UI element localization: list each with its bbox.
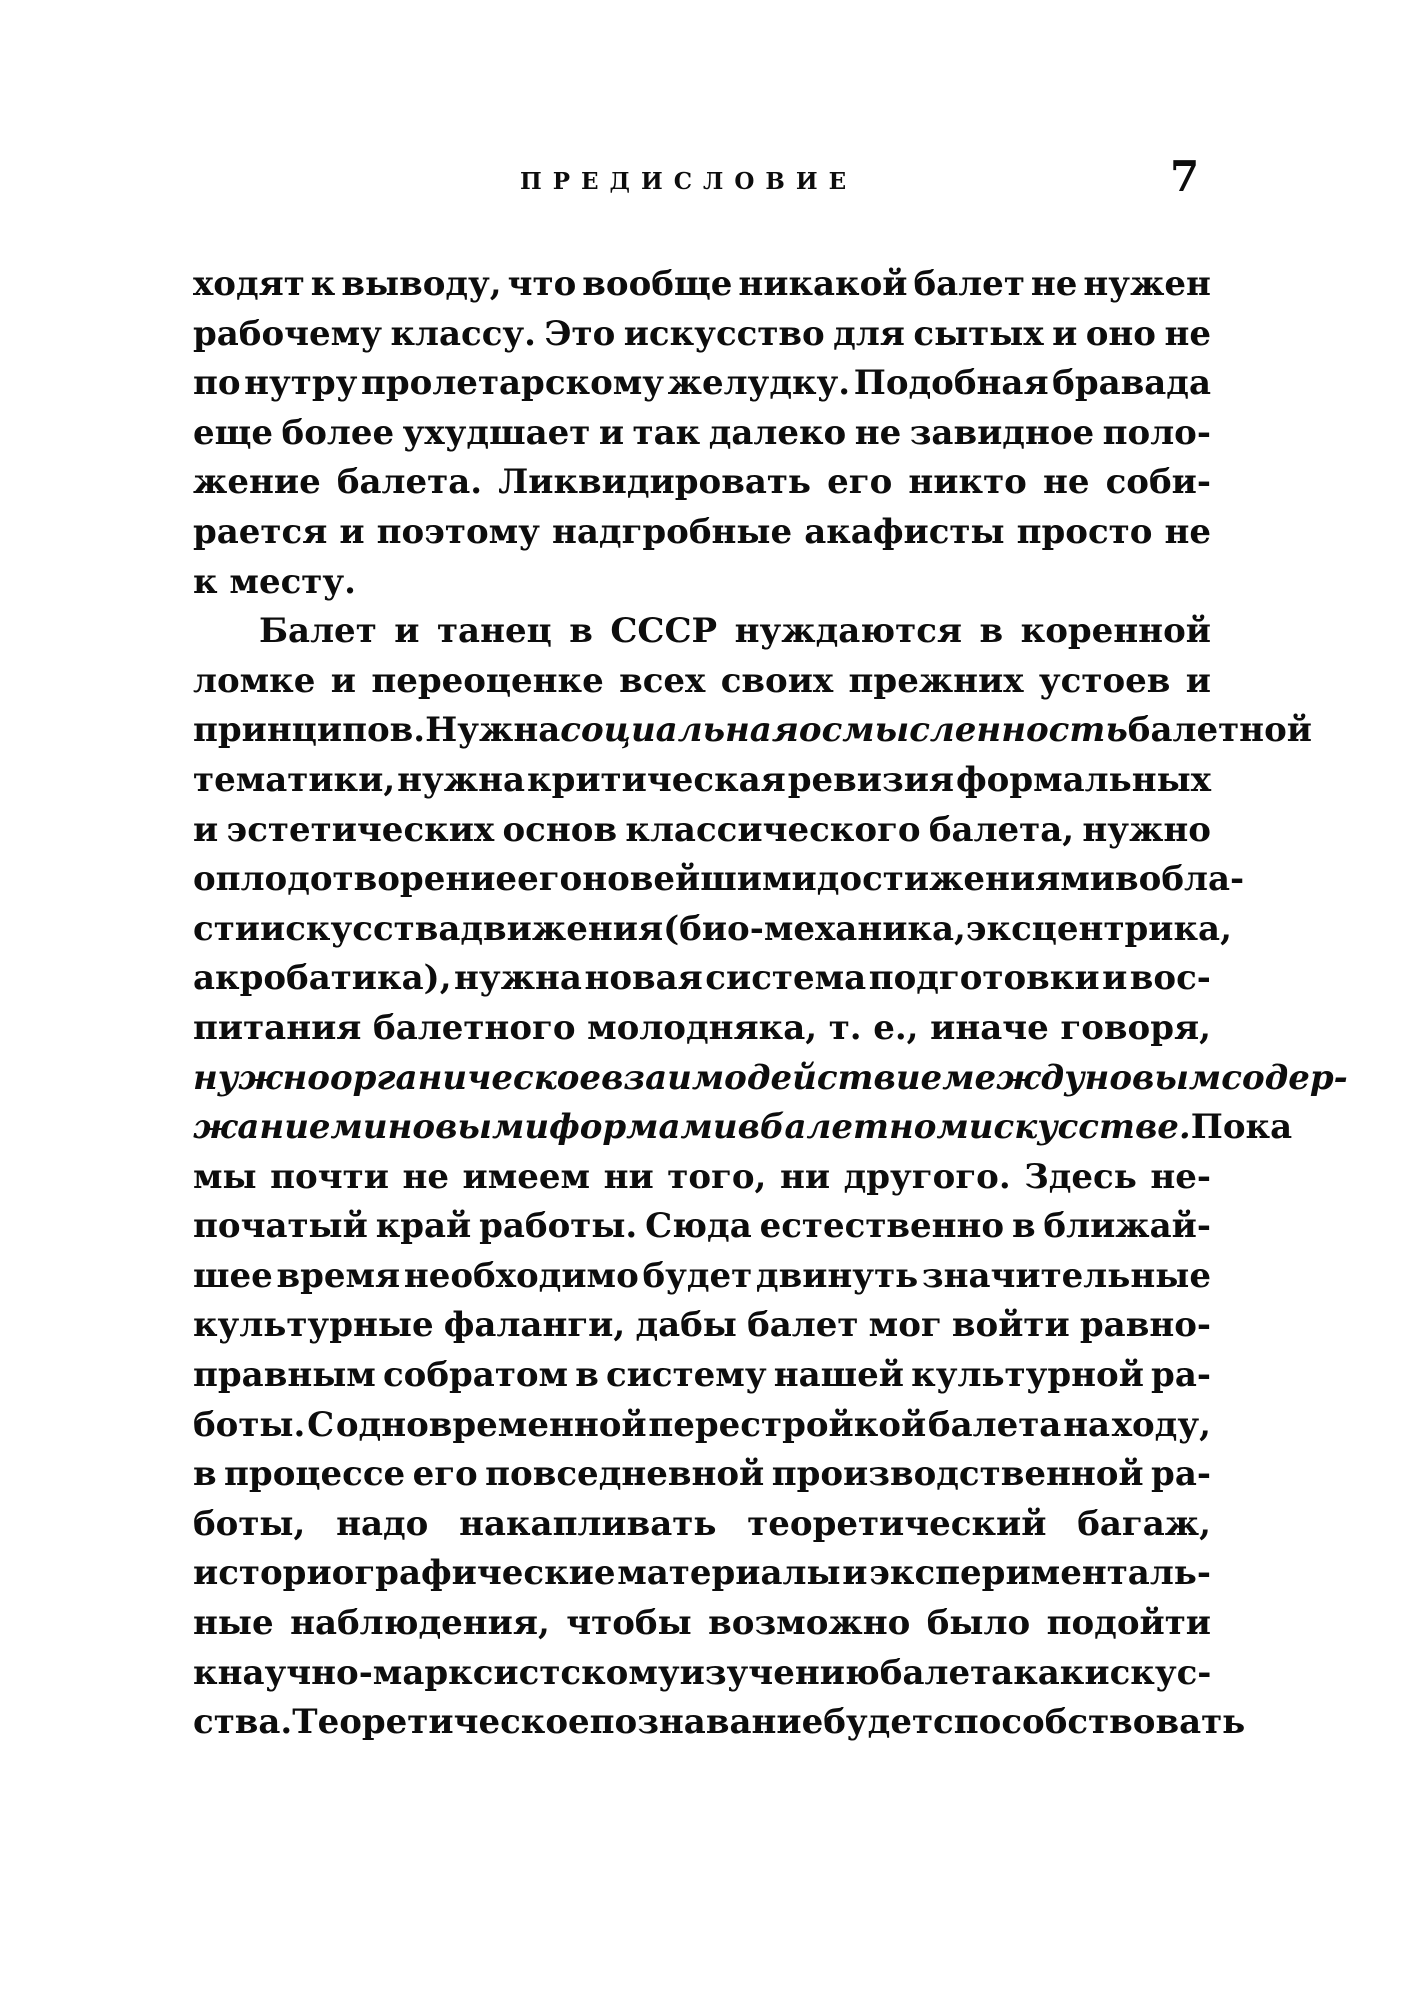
word: так xyxy=(632,412,701,453)
word: новейшими xyxy=(582,859,817,900)
text-line xyxy=(193,508,1211,558)
word: к xyxy=(193,561,218,602)
word: между xyxy=(942,1057,1085,1098)
word: и xyxy=(842,1553,868,1594)
word: одновременной xyxy=(335,1404,647,1445)
word: повседневной xyxy=(485,1454,765,1495)
word: научно-марксистскому xyxy=(217,1652,680,1693)
word: процессе xyxy=(224,1454,406,1495)
word: в xyxy=(193,1454,217,1495)
word: нужно xyxy=(1082,809,1211,850)
word: всех xyxy=(619,660,706,701)
word: социальная xyxy=(560,710,799,751)
word: далеко xyxy=(708,412,847,453)
page-number: 7 xyxy=(1170,152,1200,201)
word: способствовать xyxy=(933,1702,1246,1743)
word: войти xyxy=(951,1305,1070,1346)
word: мог xyxy=(868,1305,942,1346)
word: Теоретическое xyxy=(292,1702,590,1743)
word: еще xyxy=(193,412,274,453)
word: вос- xyxy=(1129,958,1211,999)
word: ства. xyxy=(193,1702,293,1743)
text-line xyxy=(193,1252,1211,1302)
word: оно xyxy=(1085,313,1156,354)
word: в xyxy=(1115,859,1139,900)
word: в xyxy=(569,611,593,652)
text-line xyxy=(193,409,1211,459)
word: никакой xyxy=(738,264,908,304)
word: балета xyxy=(879,1652,1014,1693)
word: пролетарскому xyxy=(361,363,665,404)
word: другого. xyxy=(843,1156,1011,1197)
text-line xyxy=(193,756,1211,806)
word: и xyxy=(1185,660,1211,701)
word: равно- xyxy=(1079,1305,1211,1346)
text-line xyxy=(193,1054,1348,1104)
word: поэтому xyxy=(376,511,540,552)
word: теоретический xyxy=(747,1503,1047,1544)
word: его xyxy=(517,859,583,900)
word: боты. xyxy=(193,1404,306,1445)
word: формами xyxy=(549,1107,738,1148)
word: его xyxy=(827,462,893,503)
text-line xyxy=(193,1004,1211,1054)
word: не xyxy=(1164,313,1211,354)
text-line xyxy=(193,905,1232,955)
word: имеем xyxy=(462,1156,591,1197)
word: и xyxy=(193,809,219,850)
word: выводу, xyxy=(341,264,502,304)
word: наблюдения, xyxy=(290,1603,550,1644)
word: т. xyxy=(828,1007,862,1048)
text-line xyxy=(193,359,1211,409)
text-line xyxy=(193,1450,1211,1500)
word: взаимодействие xyxy=(601,1057,943,1098)
text-line xyxy=(193,1351,1211,1401)
word: перестройкой xyxy=(648,1404,927,1445)
word: подготовки xyxy=(868,958,1100,999)
word: коренной xyxy=(1020,611,1211,652)
word: танец xyxy=(436,611,552,652)
word: классу. xyxy=(390,313,536,354)
text-line xyxy=(193,260,1211,310)
word: Балет xyxy=(259,611,377,652)
word: е., xyxy=(873,1007,919,1048)
word: нашей xyxy=(773,1355,905,1396)
word: новыми xyxy=(387,1107,550,1148)
text-line xyxy=(193,1401,1211,1451)
word: классического xyxy=(625,809,921,850)
word: ни xyxy=(603,1156,654,1197)
word: завидное xyxy=(909,412,1095,453)
word: не xyxy=(854,412,902,453)
word: не xyxy=(1030,264,1078,304)
word: устоев xyxy=(1038,660,1171,701)
word: желудку. xyxy=(667,363,851,404)
word: акробатика), xyxy=(193,958,452,999)
word: рается xyxy=(193,511,328,552)
word: нуждаются xyxy=(734,611,963,652)
word: к xyxy=(310,264,336,304)
text-line xyxy=(193,1103,1293,1153)
text-line xyxy=(193,558,1211,608)
word: более xyxy=(281,412,395,453)
word: край xyxy=(375,1206,472,1247)
word: переоценке xyxy=(371,660,604,701)
word: культурные xyxy=(193,1305,434,1346)
word: надо xyxy=(336,1503,429,1544)
word: движения xyxy=(460,908,664,949)
word: значительные xyxy=(921,1255,1211,1296)
word: будет xyxy=(823,1702,934,1743)
text-line xyxy=(193,1301,1211,1351)
word: его xyxy=(412,1454,478,1495)
word: бравада xyxy=(1052,363,1211,404)
word: своих xyxy=(720,660,834,701)
word: фаланги, xyxy=(443,1305,626,1346)
word: просто xyxy=(1016,511,1153,552)
word: Подобная xyxy=(853,363,1049,404)
word: жанием xyxy=(193,1107,363,1148)
word: будет xyxy=(642,1255,753,1296)
word: балетном xyxy=(759,1107,969,1148)
word: новым xyxy=(1084,1057,1222,1098)
running-head: ПРЕДИСЛОВИЕ xyxy=(520,168,858,195)
word: подойти xyxy=(1046,1603,1211,1644)
word: почти xyxy=(270,1156,389,1197)
word: балетного xyxy=(373,1007,576,1048)
word: молодняка, xyxy=(587,1007,818,1048)
text-line xyxy=(193,1599,1211,1649)
word: и xyxy=(1052,313,1078,354)
word: и xyxy=(1102,958,1128,999)
word: культурной xyxy=(911,1355,1144,1396)
word: надгробные xyxy=(552,511,793,552)
word: в xyxy=(1011,1206,1036,1247)
word: и xyxy=(339,511,365,552)
word: система xyxy=(705,958,867,999)
word: искусстве. xyxy=(968,1107,1191,1148)
text-line xyxy=(193,657,1211,707)
word: балета xyxy=(927,1404,1062,1445)
word: говоря, xyxy=(1060,1007,1211,1048)
word: органическое xyxy=(329,1057,602,1098)
word: акафисты xyxy=(804,511,1005,552)
word: чтобы xyxy=(566,1603,692,1644)
word: мы xyxy=(193,1156,257,1197)
text-line xyxy=(193,607,1211,657)
word: початый xyxy=(193,1206,368,1247)
word: шее xyxy=(193,1255,273,1296)
word: и xyxy=(330,660,356,701)
word: искус- xyxy=(1084,1652,1212,1693)
word: осмысленность xyxy=(798,710,1128,751)
word: необходимо xyxy=(403,1255,639,1296)
word: ра- xyxy=(1151,1355,1211,1396)
word: принципов. xyxy=(193,710,426,751)
word: правным xyxy=(193,1355,376,1396)
word: как xyxy=(1013,1652,1085,1693)
word: познавание xyxy=(589,1702,824,1743)
word: не xyxy=(402,1156,449,1197)
word: ближай- xyxy=(1043,1206,1211,1247)
word: и xyxy=(362,1107,388,1148)
word: новая xyxy=(584,958,703,999)
word: соби- xyxy=(1105,462,1211,503)
text-line xyxy=(193,1202,1211,1252)
word: никто xyxy=(908,462,1027,503)
word: балет xyxy=(747,1305,859,1346)
word: в xyxy=(979,611,1004,652)
text-line xyxy=(193,1698,1246,1748)
word: месту. xyxy=(229,561,356,602)
word: что xyxy=(507,264,577,304)
word: ухудшает xyxy=(402,412,591,453)
word: балетной xyxy=(1127,710,1312,751)
word: в xyxy=(737,1107,760,1148)
word: ра- xyxy=(1151,1454,1211,1495)
text-line xyxy=(193,458,1211,508)
word: искусства xyxy=(260,908,461,949)
word: Здесь xyxy=(1024,1156,1137,1197)
word: собратом xyxy=(382,1355,569,1396)
text-line xyxy=(193,1153,1211,1203)
word: сти xyxy=(193,908,260,949)
word: критическая xyxy=(527,759,786,800)
word: С xyxy=(307,1404,335,1445)
text-line xyxy=(193,310,1211,360)
word: содер- xyxy=(1221,1057,1348,1098)
word: питания xyxy=(193,1007,362,1048)
word: на xyxy=(1063,1404,1110,1445)
text-line xyxy=(193,1549,1211,1599)
word: балет xyxy=(913,264,1025,304)
word: сытых xyxy=(913,313,1044,354)
word: вообще xyxy=(582,264,733,304)
word: багаж, xyxy=(1077,1503,1211,1544)
word: обла- xyxy=(1138,859,1245,900)
text-line xyxy=(193,1649,1211,1699)
word: эксперименталь- xyxy=(869,1553,1211,1594)
word: нужна xyxy=(397,759,526,800)
word: не xyxy=(1042,462,1090,503)
word: Сюда xyxy=(645,1206,752,1247)
word: ломке xyxy=(193,660,316,701)
word: материалы xyxy=(617,1553,841,1594)
word: достижениями xyxy=(816,859,1116,900)
word: время xyxy=(276,1255,401,1296)
word: прежних xyxy=(848,660,1024,701)
word: нужен xyxy=(1083,264,1211,304)
text-line xyxy=(193,1500,1211,1550)
word: ходят xyxy=(193,264,305,304)
word: Это xyxy=(544,313,616,354)
text-line xyxy=(193,855,1245,905)
word: и xyxy=(598,412,625,453)
word: ные xyxy=(193,1603,274,1644)
word: двинуть xyxy=(755,1255,919,1296)
word: Нужна xyxy=(425,710,561,751)
word: нужна xyxy=(454,958,582,999)
word: формальных xyxy=(956,759,1211,800)
word: систему xyxy=(605,1355,767,1396)
word: ходу, xyxy=(1111,1404,1211,1445)
word: жение xyxy=(193,462,321,503)
word: эстетических xyxy=(226,809,495,850)
word: дабы xyxy=(635,1305,737,1346)
word: поло- xyxy=(1102,412,1211,453)
word: возможно xyxy=(708,1603,911,1644)
word: не xyxy=(1164,511,1211,552)
word: того, xyxy=(667,1156,767,1197)
word: эксцентрика, xyxy=(965,908,1232,949)
word: работы. xyxy=(479,1206,638,1247)
word: ни xyxy=(779,1156,831,1197)
text-line xyxy=(193,806,1211,856)
word: не- xyxy=(1150,1156,1211,1197)
word: иначе xyxy=(930,1007,1049,1048)
text-line xyxy=(193,954,1211,1004)
word: тематики, xyxy=(193,759,396,800)
word: изучению xyxy=(679,1652,880,1693)
word: основ xyxy=(502,809,618,850)
word: в xyxy=(575,1355,599,1396)
word: Ликвидировать xyxy=(498,462,812,503)
word: накапливать xyxy=(459,1503,717,1544)
word: к xyxy=(193,1652,218,1693)
word: балета, xyxy=(928,809,1075,850)
word: было xyxy=(926,1603,1031,1644)
word: нутру xyxy=(244,363,358,404)
word: для xyxy=(833,313,905,354)
word: СССР xyxy=(610,611,718,652)
word: искусство xyxy=(623,313,825,354)
word: оплодотворение xyxy=(193,859,518,900)
word: историографические xyxy=(193,1553,616,1594)
word: Пока xyxy=(1190,1107,1293,1148)
word: по xyxy=(193,363,241,404)
word: производственной xyxy=(771,1454,1144,1495)
word: боты, xyxy=(193,1503,306,1544)
text-line xyxy=(193,706,1312,756)
word: нужно xyxy=(193,1057,330,1098)
word: рабочему xyxy=(193,313,382,354)
word: ревизия xyxy=(787,759,955,800)
word: (био-механика, xyxy=(663,908,966,949)
word: естественно xyxy=(759,1206,1005,1247)
body-text xyxy=(193,260,1348,1748)
word: и xyxy=(394,611,420,652)
word: балета. xyxy=(336,462,483,503)
